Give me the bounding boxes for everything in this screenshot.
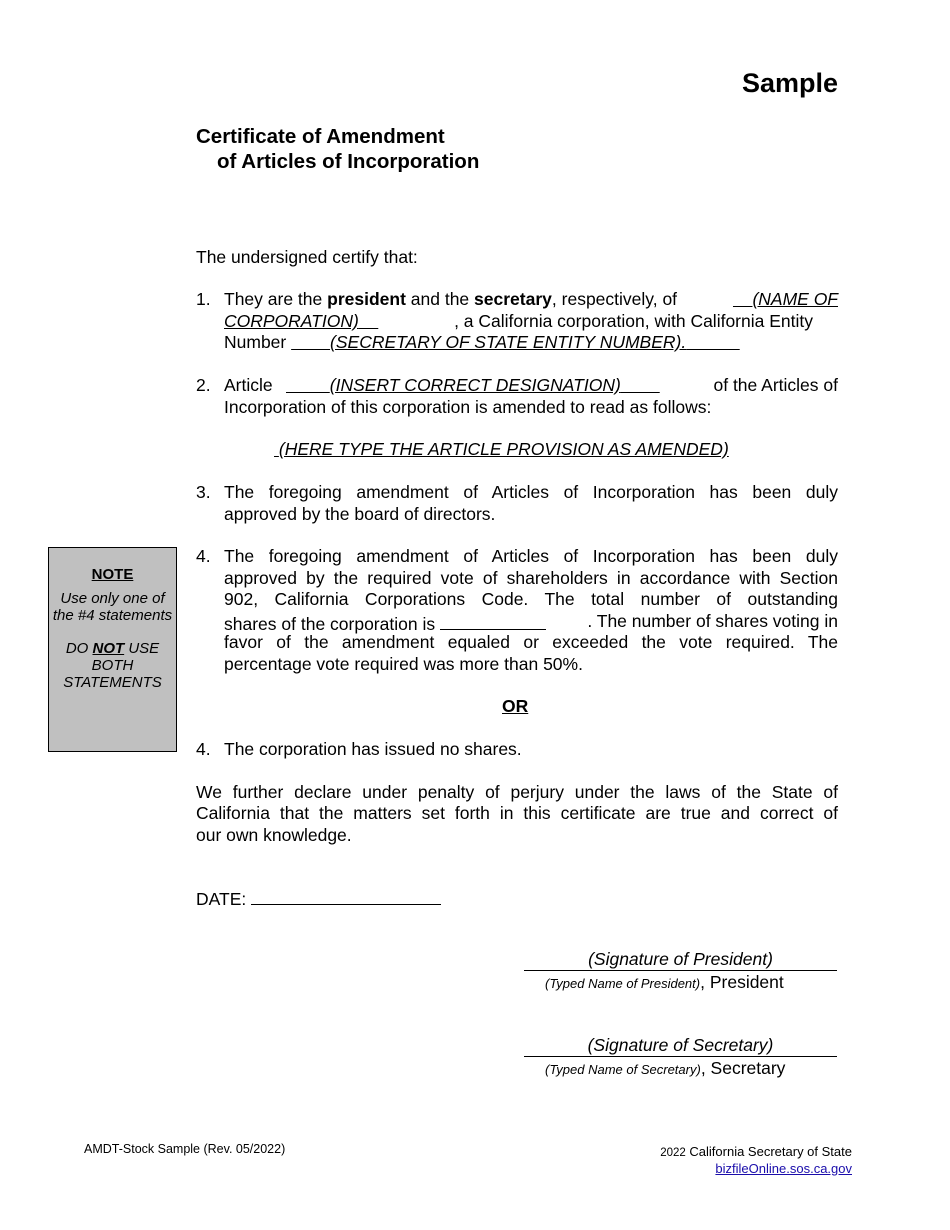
document-subtitle: of Articles of Incorporation <box>217 150 480 173</box>
item-4a-line-6: percentage vote required was more than 50%. <box>224 654 583 674</box>
item-4b-number: 4. <box>196 739 211 759</box>
item-1-text-b: and the <box>410 289 470 309</box>
item-1-text-e: Number <box>224 332 287 352</box>
document-title: Certificate of Amendment <box>196 125 445 148</box>
date-blank[interactable] <box>251 886 441 905</box>
note-box <box>48 547 177 752</box>
item-1-text-c: , respectively, of <box>551 289 678 309</box>
declaration-line-2: California that the matters set forth in this certificate are true and correct of <box>196 803 838 823</box>
item-1-line-2 <box>224 311 838 332</box>
sample-heading: Sample <box>741 68 838 98</box>
footer-year: 2022 <box>660 1147 686 1159</box>
entity-number-placeholder: (SECRETARY OF STATE ENTITY NUMBER). <box>330 332 687 352</box>
item-4a-number: 4. <box>196 546 211 566</box>
item-3-line-2: approved by the board of directors. <box>224 504 496 524</box>
declaration-line-1: We further declare under penalty of perjury under the laws of the State of <box>196 782 838 802</box>
corporation-name-placeholder-b: CORPORATION) <box>224 311 359 331</box>
item-4a-line-3: 902, California Corporations Code. The total number of outstanding <box>224 589 838 609</box>
outstanding-shares-blank[interactable] <box>440 611 546 630</box>
note-line-3: DO NOT USE <box>65 640 160 657</box>
item-2-line-2: Incorporation of this corporation is amended to read as follows: <box>224 397 712 417</box>
article-provision-placeholder: (HERE TYPE THE ARTICLE PROVISION AS AMENDED) <box>278 439 729 459</box>
item-4a-line-2: approved by the required vote of shareholders in accordance with Section <box>224 568 838 588</box>
item-4a-line-5: favor of the amendment equaled or exceeded the vote required. The <box>224 632 838 652</box>
item-1-line-1 <box>224 289 838 310</box>
note-line-1: Use only one of <box>60 590 165 607</box>
secretary-typed-name: (Typed Name of Secretary), Secretary <box>545 1058 786 1078</box>
or-separator: OR <box>502 696 529 716</box>
note-emphasis: NOT <box>92 640 125 657</box>
item-1-text-d: , a California corporation, with California Entity <box>454 311 813 331</box>
item-2-text-a: Article <box>224 375 273 395</box>
item-4b-text: The corporation has issued no shares. <box>224 739 522 759</box>
bizfile-link[interactable]: bizfileOnline.sos.ca.gov <box>715 1161 852 1176</box>
note-line-2: the #4 statements <box>52 607 173 624</box>
item-3-line-1: The foregoing amendment of Articles of Incorporation has been duly <box>224 482 838 502</box>
item-4a-line-1: The foregoing amendment of Articles of Incorporation has been duly <box>224 546 838 566</box>
date-row <box>196 886 441 910</box>
item-2-text-b: of the Articles of <box>713 375 838 395</box>
footer-agency: 2022 California Secretary of State bizfileOnline.sos.ca.gov <box>660 1144 852 1176</box>
item-1-text-a: They are the <box>224 289 323 309</box>
note-title: NOTE <box>91 566 134 583</box>
note-line-5: STATEMENTS <box>63 674 162 691</box>
item-1-number: 1. <box>196 289 211 309</box>
designation-placeholder: (INSERT CORRECT DESIGNATION) <box>329 375 621 395</box>
item-1-line-3 <box>224 332 740 353</box>
item-2-number: 2. <box>196 375 211 395</box>
item-3-number: 3. <box>196 482 211 502</box>
item-4a-line-4: shares of the corporation is . The number of shares voting in <box>224 611 838 634</box>
corporation-name-placeholder-a: (NAME OF <box>752 289 838 309</box>
president-typed-name: (Typed Name of President), President <box>545 972 784 992</box>
president-term: president <box>327 289 406 309</box>
secretary-signature-line[interactable]: (Signature of Secretary) <box>524 1035 837 1057</box>
item-2-line-1 <box>224 375 838 396</box>
note-line-4: BOTH <box>91 657 134 674</box>
date-label: DATE: <box>196 889 247 909</box>
secretary-term: secretary <box>474 289 552 309</box>
president-signature-line[interactable]: (Signature of President) <box>524 949 837 971</box>
declaration-line-3: our own knowledge. <box>196 825 352 845</box>
form-id: AMDT-Stock Sample (Rev. 05/2022) <box>84 1142 286 1156</box>
intro-text: The undersigned certify that: <box>196 247 418 267</box>
